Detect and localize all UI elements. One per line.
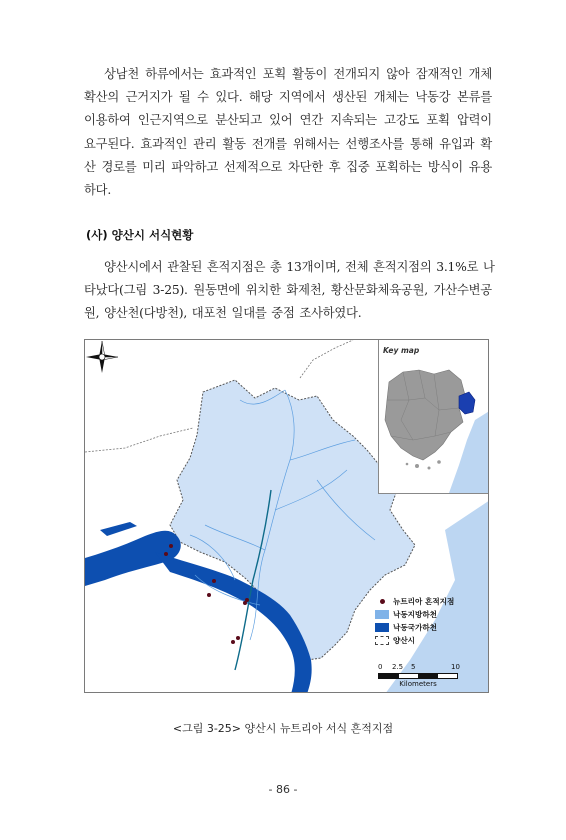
trace-point [243,601,247,605]
scale-tick-label: 5 [411,663,416,671]
text-line: 이용하여 인근지역으로 분산되고 있어 연간 지속되는 고강도 포획 압력이 [84,113,492,128]
gyeongnam-region [385,370,465,460]
legend-label: 양산시 [393,636,416,645]
figure-caption: <그림 3-25> 양산시 뉴트리아 서식 흔적지점 [172,722,394,735]
map-legend [375,595,485,647]
text-line: 산 경로를 미리 파악하고 선제적으로 차단한 후 집중 포획하는 방식이 유용 [84,159,492,174]
local-river-swatch [375,610,389,619]
trace-point [207,593,211,597]
scale-bar [378,663,468,688]
key-map [379,340,489,493]
boundary-line [85,428,193,452]
trace-point [231,640,235,644]
scale-tick-label: 2.5 [392,663,404,671]
legend-label: 뉴트리아 흔적지점 [393,597,455,606]
text-line: 확산의 근거지가 될 수 있다. 해당 지역에서 생산된 개체는 낙동강 본류를 [84,90,492,105]
national-river [100,522,137,536]
scale-tick-label: 0 [378,663,383,671]
body-paragraph-1 [84,63,492,202]
text-line: 상남천 하류에서는 효과적인 포획 활동이 전개되지 않아 잠재적인 개체 [104,67,492,81]
map-figure [84,339,489,693]
north-arrow-icon [85,340,119,374]
legend-item-trace [375,595,485,608]
legend-label: 낙동지방하천 [393,610,438,619]
boundary-line [300,340,353,378]
text-line: 하다. [84,183,112,198]
key-map-inset [378,340,489,494]
text-line: 타났다(그림 3-25). 원동면에 위치한 화제천, 황산문화체육공원, 가산수변공 [84,283,492,298]
text-line: 원, 양산천(다방천), 대포천 일대를 중점 조사하였다. [84,306,362,321]
body-paragraph-2 [84,256,495,326]
legend-item-yangsan [375,634,485,647]
section-heading: (사) 양산시 서식현황 [86,228,194,242]
scale-unit: Kilometers [399,680,437,688]
trace-point [169,544,173,548]
text-line: 양산시에서 관찰된 흔적지점은 총 13개이며, 전체 흔적지점의 3.1%로 나 [104,260,495,274]
scale-bar-graphic [378,673,458,679]
yangsan-boundary-swatch [375,636,389,645]
trace-point [164,552,168,556]
trace-point [212,579,216,583]
islands [406,460,441,469]
text-line: 요구된다. 효과적인 관리 활동 전개를 위해서는 선행조사를 통해 유입과 확 [84,136,492,151]
trace-point-icon [375,597,389,606]
legend-label: 낙동국가하천 [393,623,438,632]
legend-item-local-river [375,608,485,621]
legend-item-national-river [375,621,485,634]
trace-point [236,636,240,640]
scale-tick-label: 10 [451,663,460,671]
national-river-swatch [375,623,389,632]
page-number: - 86 - [268,783,298,796]
yangsan-highlight [459,392,475,414]
key-map-title: Key map [383,346,420,355]
